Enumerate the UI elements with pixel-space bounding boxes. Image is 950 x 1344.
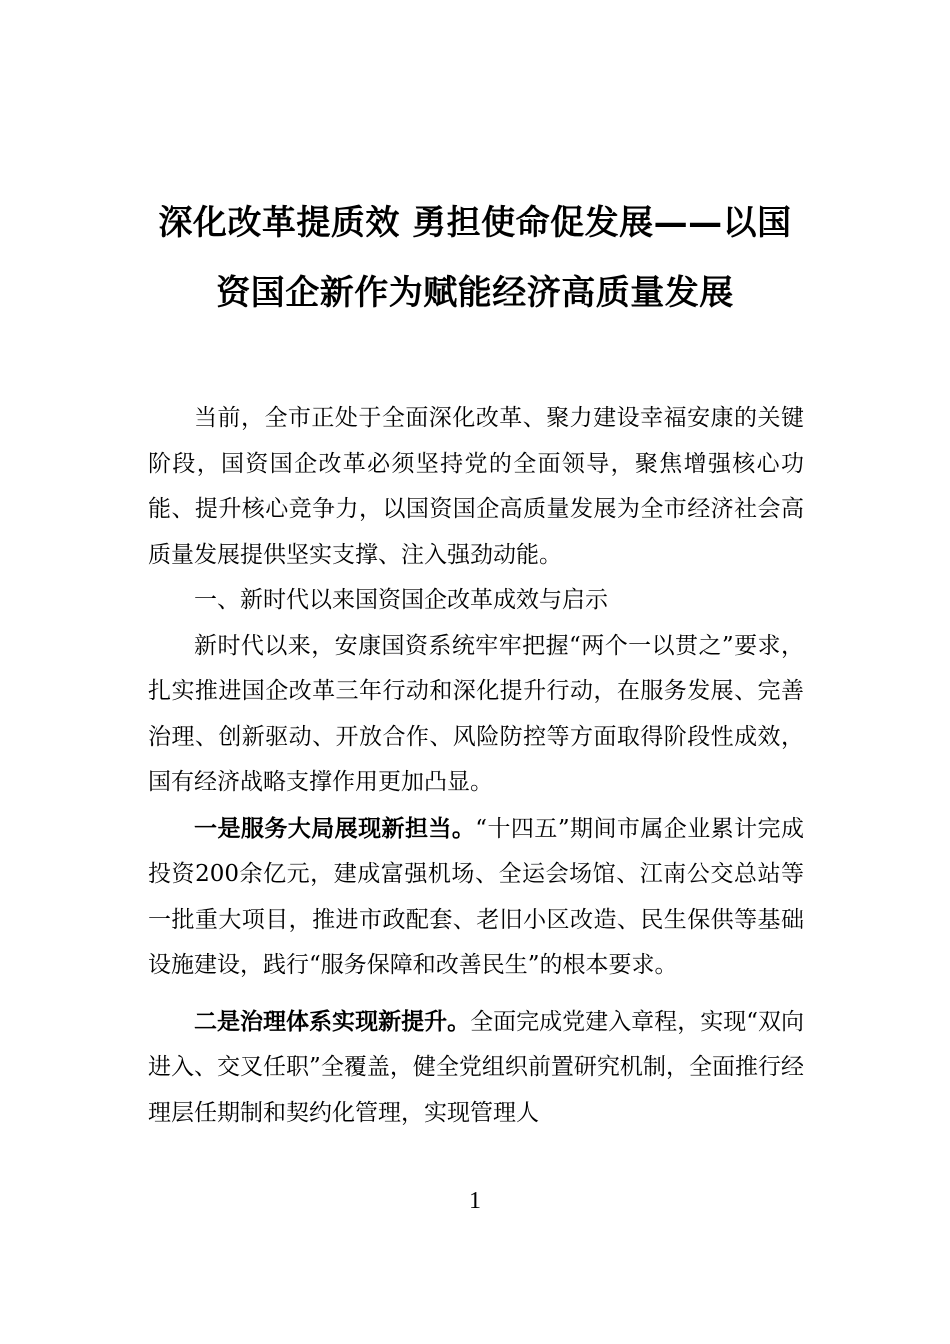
intro-paragraph: 当前，全市正处于全面深化改革、聚力建设幸福安康的关键阶段，国资国企改革必须坚持党的全面领导，聚焦增强核心功能、提升核心竞争力，以国资国企高质量发展为全市经济社会高质量发展提供坚实支撑、注入强劲动能。 (148, 405, 804, 568)
point-2-lead: 二是治理体系实现新提升。 (194, 1007, 471, 1035)
section-1-heading: 一、新时代以来国资国企改革成效与启示 (194, 587, 608, 613)
document-title (110, 188, 840, 328)
point-1-paragraph (148, 806, 804, 989)
point-1-text: “十四五”期间市属企业累计完成投资200余亿元，建成富强机场、全运会场馆、江南公交总站等一批重大项目，推进市政配套、老旧小区改造、民生保供等基础设施建设，践行“服务保障和改善民生”的根本要求。 (148, 815, 804, 978)
title-line-1: 深化改革提质效 勇担使命促发展——以国 (158, 203, 792, 243)
section-1-intro-paragraph: 新时代以来，安康国资系统牢牢把握“两个一以贯之”要求，扎实推进国企改革三年行动和深化提升行动，在服务发展、完善治理、创新驱动、开放合作、风险防控等方面取得阶段性成效，国有经济战略支撑作用更加凸显。 (148, 632, 804, 795)
page-number: 1 (469, 1188, 481, 1214)
document-body (148, 396, 804, 1136)
title-line-2: 资国企新作为赋能经济高质量发展 (216, 273, 734, 313)
point-2-text: 全面完成党建入章程，实现“双向进入、交叉任职”全覆盖，健全党组织前置研究机制，全面推行经理层任期制和契约化管理，实现管理人 (148, 1008, 804, 1126)
point-2-paragraph (148, 999, 804, 1137)
point-1-lead: 一是服务大局展现新担当。 (194, 814, 476, 842)
